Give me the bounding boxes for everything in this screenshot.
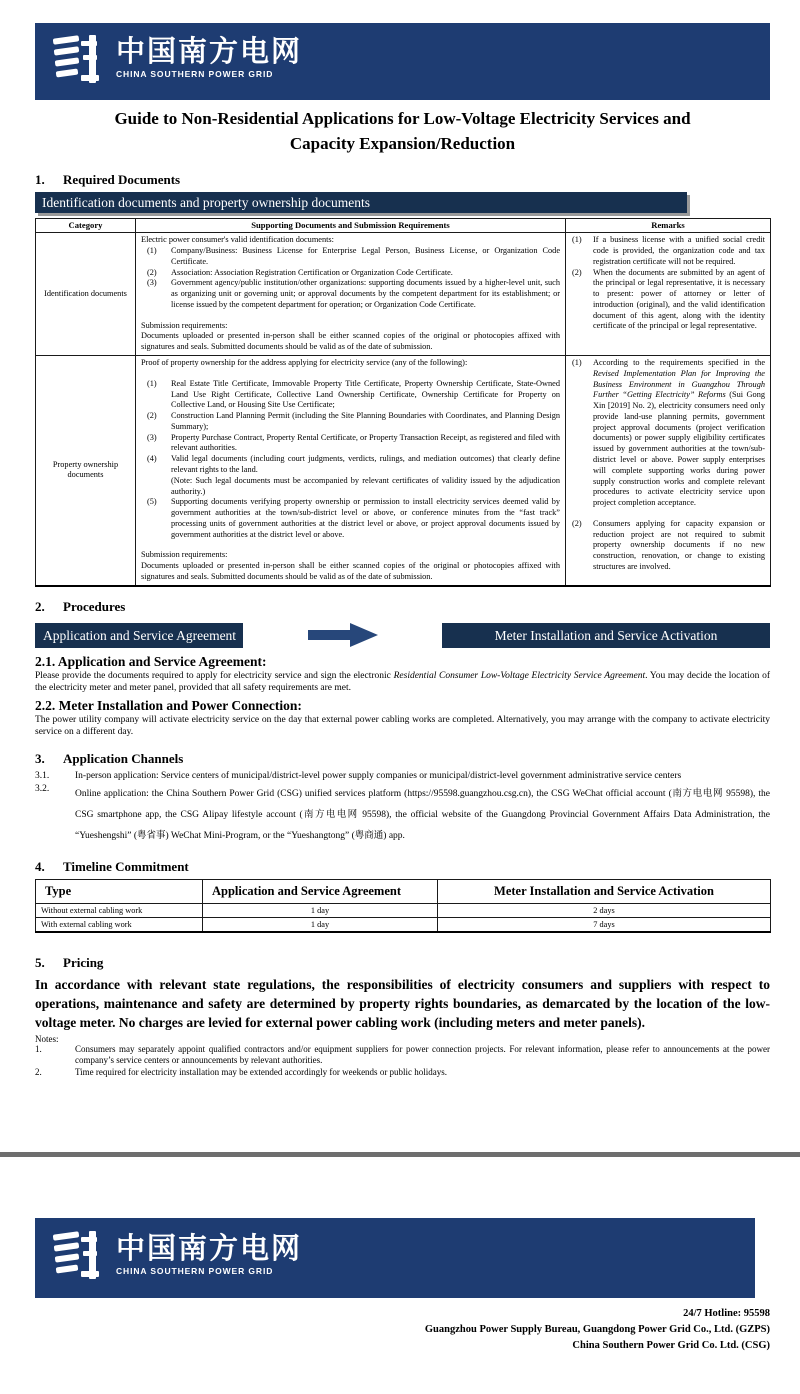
table-row [36, 903, 771, 917]
channel-item [35, 784, 770, 847]
page-title [35, 106, 770, 156]
section-2-heading [35, 599, 770, 615]
timeline-value: 2 days [438, 903, 771, 917]
item-text: Consumers may separately appoint qualified contractors and/or equipment suppliers for power connection projects. For relevant information, please refer to announcements at the power company’s service centers or announcements by relevant authorities. [75, 1043, 770, 1066]
remark-item [571, 235, 765, 267]
col-header-supporting: Supporting Documents and Submission Requirements [136, 219, 566, 233]
footer-contact-block [425, 1306, 770, 1354]
csg-logo [35, 1218, 755, 1298]
title-line-1: Guide to Non-Residential Applications for Low-Voltage Electricity Services and [114, 109, 691, 128]
logo-text-block [116, 36, 302, 79]
flow-step-2: Meter Installation and Service Activation [442, 623, 770, 648]
required-documents-table [35, 218, 771, 587]
col-header-type: Type [36, 879, 203, 903]
header-banner [35, 23, 770, 100]
table-header-row [36, 219, 771, 233]
section-title: Timeline Commitment [63, 858, 189, 874]
table-row [36, 917, 771, 932]
timeline-type: Without external cabling work [36, 903, 203, 917]
item-number: 2. [35, 1066, 42, 1077]
pricing-statement: In accordance with relevant state regulations, the responsibilities of electricity consumers and suppliers with respect to operations, maintenance and safety are determined by property rights boundaries, as demarcated by the location of the low-voltage meter. No charges are levied for external power cabling work (including meters and meter panels). [35, 976, 770, 1030]
remark-item [571, 358, 765, 509]
company-name: China Southern Power Grid Co. Ltd. (CSG) [572, 1340, 770, 1351]
item-number: (1) [147, 378, 157, 388]
list-item [141, 246, 560, 268]
item-text: Company/Business: Business License for Enterprise Legal Person, Business License, or Organization Code Certificate. [171, 245, 560, 266]
item-number: (3) [147, 278, 157, 288]
section-5-heading [35, 955, 770, 971]
item-number: (2) [147, 411, 157, 421]
item-number: (4) [147, 454, 157, 464]
item-text: Real Estate Title Certificate, Immovable Property Title Certificate, Property Ownership Certificate, State-Owned Land Use Right Certificate, Collective Land Ownership Certificate, Ownership Certificate for Property on Collective Land, or Housing Site Use Certificate; [171, 378, 560, 410]
col-header-category: Category [36, 219, 136, 233]
list-item [141, 411, 560, 433]
item-text: Time required for electricity installation may be extended accordingly for weekends or public holidays. [75, 1066, 448, 1077]
section-title: Application Channels [63, 750, 184, 766]
list-item [141, 454, 560, 497]
col-header-application: Application and Service Agreement [203, 879, 438, 903]
item-text: Valid legal documents (including court judgments, verdicts, rulings, and mediation outcomes) that clearly define relevant rights to the land. [171, 454, 560, 475]
item-number: (1) [572, 235, 582, 245]
table-band-title: Identification documents and property ownership documents [35, 192, 687, 213]
notes-label: Notes: [35, 1033, 59, 1044]
col-header-remarks: Remarks [566, 219, 771, 233]
section-number: 5. [35, 954, 45, 970]
category-cell: Property ownership documents [36, 355, 136, 585]
timeline-value: 7 days [438, 917, 771, 932]
timeline-type: With external cabling work [36, 917, 203, 932]
section-22-heading: 2.2. Meter Installation and Power Connection: [35, 697, 302, 713]
submission-text: Documents uploaded or presented in-person shall be either scanned copies of the original or photocopies affixed with signatures and seals. Submitted documents should be valid as of the date of submission. [141, 561, 560, 582]
footer-banner [35, 1218, 755, 1298]
logo-chinese-name: 中国南方电网 [116, 1232, 303, 1265]
agreement-title: Residential Consumer Low-Voltage Electricity Service Agreement [393, 670, 646, 681]
submission-label: Submission requirements: [141, 320, 228, 330]
note-item [35, 1067, 770, 1079]
logo-english-name: CHINA SOUTHERN POWER GRID [116, 69, 274, 79]
item-text: Property Purchase Contract, Property Rental Certificate, or Property Transaction Receipt, as registered and filed with relevant authorities. [171, 432, 560, 453]
item-number: 3.1. [35, 770, 50, 781]
timeline-table [35, 879, 771, 933]
csg-logo [35, 23, 770, 100]
item-text: When the documents are submitted by an agent of the principal or legal representative, it is necessary to present: power of attorney or letter of introduction (original), and the valid identification document of this agent, along with the identity certificate of the principal or legal representative. [593, 267, 765, 331]
table-row [36, 355, 771, 585]
item-text: If a business license with a unified social credit code is provided, the organization code and tax registration certificate will not be required. [593, 235, 765, 266]
item-text: Construction Land Planning Permit (including the Site Planning Boundaries with Coordinates, and Planning Design Summary); [171, 411, 560, 431]
section-title: Procedures [63, 598, 126, 614]
submission-label: Submission requirements: [141, 550, 228, 560]
flow-step-1: Application and Service Agreement [35, 623, 243, 648]
list-item [141, 268, 560, 279]
item-number: 3.2. [35, 783, 50, 794]
category-cell: Identification documents [36, 233, 136, 356]
channel-item [35, 771, 770, 781]
section-title: Pricing [63, 954, 104, 970]
list-item [141, 278, 560, 310]
section-number: 4. [35, 858, 45, 874]
remarks-cell [566, 233, 771, 356]
item-note: (Note: Such legal documents must be accompanied by relevant certificates of validity issued by the adjudication authority.) [171, 475, 560, 496]
item-text: Consumers applying for capacity expansion or reduction project are not required to submit property ownership documents if no new construction, renovation, or change to existing structures are involved. [593, 518, 765, 572]
timeline-value: 1 day [203, 903, 438, 917]
section-22-body: The power utility company will activate electricity service on the day that external power cabling works are completed. Alternatively, you may arrange with the company to activate electricity service on a different day. [35, 714, 770, 738]
col-header-meter: Meter Installation and Service Activation [438, 879, 771, 903]
right-arrow-icon [308, 623, 378, 647]
section-3-heading [35, 751, 770, 767]
item-text: According to the requirements specified in the Revised Implementation Plan for Improving the Business Environment in Guangzhou Through Further “Getting Electricity” Reforms (Sui Gong Xin [2019] No. 2), electricity consumers need only provide land-use planning permits, government project approval documents (project verification documents) or power supply eligibility certificates issued by government authorities at the town/sub-district level or above. Power supply enterprises will complete supporting works during power supply construction works and complete relevant procedures to activate electricity service upon project completion acceptance. [593, 357, 765, 508]
item-number: (3) [147, 432, 157, 442]
csg-logo-icon [53, 33, 105, 85]
item-text: Government agency/public institution/other organizations: supporting documents issued by a higher-level unit, such as organizing unit or governing unit; or approval documents by the competent department for its establishment; or license issued by the competent department for operation; or Organization Code Certificate. [171, 278, 560, 309]
list-item [141, 497, 560, 540]
list-item [141, 379, 560, 411]
table-header-row [36, 879, 771, 903]
list-item [141, 433, 560, 455]
section-title: Required Documents [63, 172, 181, 187]
document-body [35, 106, 770, 1078]
logo-english-name: CHINA SOUTHERN POWER GRID [116, 1265, 274, 1276]
section-21-heading: 2.1. Application and Service Agreement: [35, 653, 267, 669]
cited-document-title: Revised Implementation Plan for Improving the Business Environment in Guangzhou Through Further “Getting Electricity” Reforms [593, 368, 765, 400]
supporting-intro: Electric power consumer's valid identification documents: [141, 235, 334, 245]
remark-item [571, 268, 765, 333]
section-4-heading [35, 859, 770, 875]
item-number: (1) [147, 245, 157, 255]
hotline: 24/7 Hotline: 95598 [683, 1308, 770, 1319]
note-item [35, 1044, 770, 1067]
item-text: In-person application: Service centers of municipal/district-level power supply companies or municipal/district-level government administrative service centers [75, 770, 682, 781]
bureau-name: Guangzhou Power Supply Bureau, Guangdong Power Grid Co., Ltd. (GZPS) [424, 1324, 770, 1335]
item-text: Supporting documents verifying property ownership or permission to install electricity services deemed valid by government authorities at the town/sub-district level or above, or conference minutes from the “fast track” processing units of government authorities at the district level or above, or project approval documents issued by government authorities at the district level or above. [171, 497, 560, 539]
remark-item [571, 519, 765, 573]
section-1-heading [35, 172, 770, 188]
section-21-body: Please provide the documents required to apply for electricity service and sign the electronic Residential Consumer Low-Voltage Electricity Service Agreement. You may decide the location of the electricity meter and meter panel, provided that all safety requirements are met. [35, 670, 771, 694]
timeline-value: 1 day [203, 917, 438, 932]
logo-chinese-name: 中国南方电网 [116, 36, 303, 68]
submission-text: Documents uploaded or presented in-person shall be either scanned copies of the original or photocopies affixed with signatures and seals. Submitted documents should be valid as of the date of submission. [141, 331, 560, 352]
item-number: (2) [572, 518, 582, 528]
section-number: 2. [35, 598, 45, 614]
supporting-intro: Proof of property ownership for the address applying for electricity service (any of the following): [141, 357, 468, 367]
item-number: 1. [35, 1043, 42, 1054]
item-text: Online application: the China Southern Power Grid (CSG) unified services platform (https://95598.guangzhou.csg.cn), the CSG WeChat official account (南方电电网 95598), the CSG smartphone app, the CSG Alipay lifestyle account (南方电电网 95598), the official website of the Guangdong Provincial Government Affairs Data Administration, the “Yueshengshi” (粤省事) WeChat Mini-Program, or the “Yueshangtong” (粤商通) app. [75, 788, 770, 841]
item-number: (2) [572, 267, 582, 277]
csg-logo-icon [53, 1229, 105, 1281]
item-number: (1) [572, 357, 582, 367]
item-text: Association: Association Registration Certification or Organization Code Certificate. [171, 267, 453, 277]
section-number: 1. [35, 172, 45, 187]
supporting-cell [136, 355, 566, 585]
logo-text-block [116, 1233, 302, 1276]
item-number: (5) [147, 497, 157, 507]
table-row [36, 233, 771, 356]
title-line-2: Capacity Expansion/Reduction [289, 134, 516, 153]
procedure-flow [35, 623, 770, 648]
footer-divider [0, 1152, 800, 1157]
item-number: (2) [147, 267, 157, 277]
remarks-cell [566, 355, 771, 585]
supporting-cell [136, 233, 566, 356]
section-number: 3. [35, 750, 45, 766]
